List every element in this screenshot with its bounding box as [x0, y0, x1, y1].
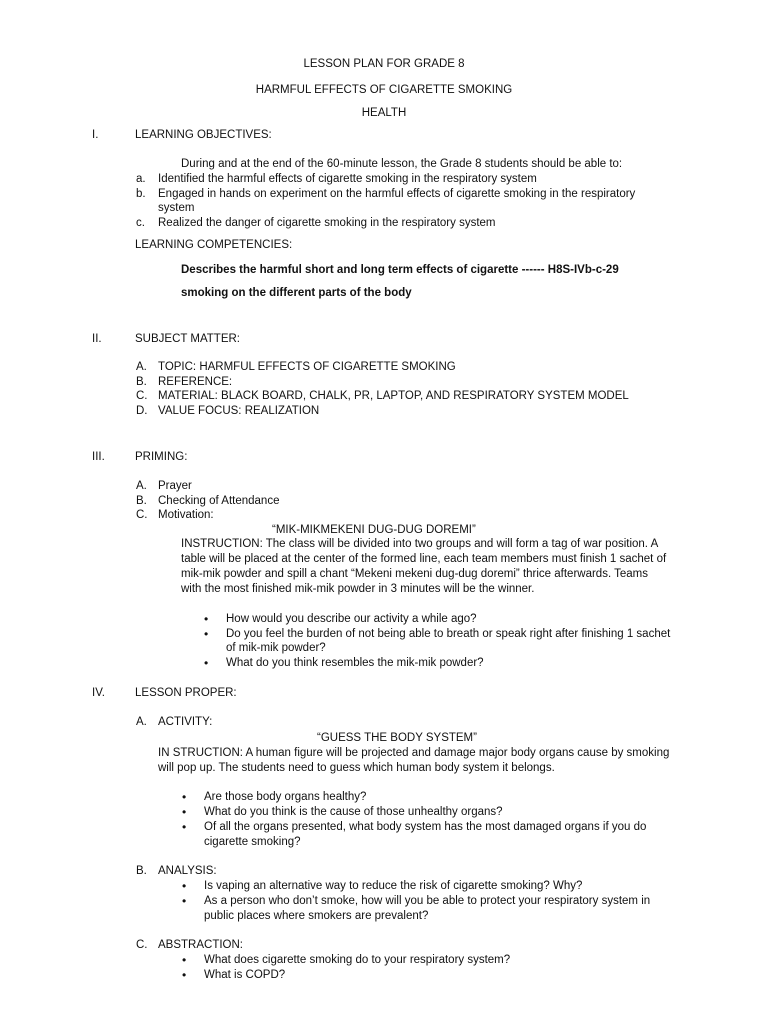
- list-marker: c.: [136, 217, 145, 229]
- subject-item: TOPIC: HARMFUL EFFECTS OF CIGARETTE SMOKING: [158, 361, 456, 373]
- list-marker: B.: [136, 376, 147, 388]
- bullet-icon: •: [204, 656, 209, 670]
- objectives-intro: During and at the end of the 60-minute lesson, the Grade 8 students should be able to:: [181, 158, 623, 170]
- competency-line: Describes the harmful short and long term effects of cigarette ------ H8S-IVb-c-29: [181, 264, 619, 276]
- section-numeral: III.: [92, 451, 105, 463]
- question-item-continued: public places where smokers are prevalent?: [204, 910, 429, 922]
- section-heading: PRIMING:: [135, 451, 188, 463]
- question-item-continued: of mik-mik powder?: [226, 642, 326, 654]
- bullet-icon: •: [182, 953, 187, 967]
- question-item: What do you think is the cause of those unhealthy organs?: [204, 806, 503, 818]
- subject-item: VALUE FOCUS: REALIZATION: [158, 405, 320, 417]
- list-marker: C.: [136, 939, 148, 951]
- list-marker: A.: [136, 480, 147, 492]
- question-item: Is vaping an alternative way to reduce the risk of cigarette smoking? Why?: [204, 880, 583, 892]
- motivation-activity-title: “MIK-MIKMEKENI DUG-DUG DOREMI”: [272, 524, 476, 536]
- bullet-icon: •: [182, 805, 187, 819]
- instruction-line: IN STRUCTION: A human figure will be projected and damage major body organs cause by smoking: [158, 747, 670, 759]
- instruction-line: mik-mik powder and spill a chant “Mekeni mekeni dug-dug doremi” thrice afterwards. Teams: [181, 568, 649, 580]
- section-numeral: II.: [92, 333, 102, 345]
- document-subject: HEALTH: [361, 107, 407, 119]
- priming-item: Checking of Attendance: [158, 495, 280, 507]
- section-heading: LESSON PROPER:: [135, 687, 237, 699]
- question-item-continued: cigarette smoking?: [204, 836, 301, 848]
- question-item: Do you feel the burden of not being able to breath or speak right after finishing 1 sachet: [226, 628, 671, 640]
- document-title: LESSON PLAN FOR GRADE 8: [303, 58, 465, 70]
- competencies-heading: LEARNING COMPETENCIES:: [135, 239, 293, 251]
- priming-item: Prayer: [158, 480, 192, 492]
- bullet-icon: •: [182, 790, 187, 804]
- list-marker: C.: [136, 390, 148, 402]
- question-item: How would you describe our activity a while ago?: [226, 613, 477, 625]
- priming-item: Motivation:: [158, 509, 214, 521]
- list-marker: a.: [136, 173, 146, 185]
- objective-item: Engaged in hands on experiment on the harmful effects of cigarette smoking in the respiratory: [158, 188, 636, 200]
- objective-item: Identified the harmful effects of cigarette smoking in the respiratory system: [158, 173, 537, 185]
- bullet-icon: •: [182, 820, 187, 834]
- subsection-label: ANALYSIS:: [158, 865, 217, 877]
- subsection-label: ABSTRACTION:: [158, 939, 243, 951]
- question-item: What is COPD?: [204, 969, 286, 981]
- objective-item-continued: system: [158, 202, 195, 214]
- bullet-icon: •: [204, 612, 209, 626]
- instruction-line: will pop up. The students need to guess which human body system it belongs.: [158, 762, 555, 774]
- list-marker: b.: [136, 188, 146, 200]
- instruction-line: table will be placed at the center of the formed line, each team members must finish 1 sachet of: [181, 553, 667, 565]
- subject-item: MATERIAL: BLACK BOARD, CHALK, PR, LAPTOP, AND RESPIRATORY SYSTEM MODEL: [158, 390, 629, 402]
- question-item: Of all the organs presented, what body system has the most damaged organs if you do: [204, 821, 647, 833]
- section-heading: LEARNING OBJECTIVES:: [135, 129, 272, 141]
- subsection-label: ACTIVITY:: [158, 716, 213, 728]
- bullet-icon: •: [182, 968, 187, 982]
- instruction-line: with the most finished mik-mik powder in 3 minutes will be the winner.: [181, 583, 535, 595]
- list-marker: C.: [136, 509, 148, 521]
- list-marker: A.: [136, 716, 147, 728]
- question-item: What do you think resembles the mik-mik powder?: [226, 657, 484, 669]
- activity-title: “GUESS THE BODY SYSTEM”: [317, 732, 477, 744]
- document-subtitle: HARMFUL EFFECTS OF CIGARETTE SMOKING: [255, 84, 513, 96]
- bullet-icon: •: [182, 894, 187, 908]
- question-item: What does cigarette smoking do to your respiratory system?: [204, 954, 511, 966]
- competency-line: smoking on the different parts of the body: [181, 287, 412, 299]
- section-numeral: IV.: [92, 687, 106, 699]
- list-marker: D.: [136, 405, 148, 417]
- list-marker: B.: [136, 865, 147, 877]
- objective-item: Realized the danger of cigarette smoking in the respiratory system: [158, 217, 496, 229]
- bullet-icon: •: [182, 879, 187, 893]
- list-marker: B.: [136, 495, 147, 507]
- instruction-line: INSTRUCTION: The class will be divided into two groups and will form a tag of war position. A: [181, 538, 659, 550]
- list-marker: A.: [136, 361, 147, 373]
- section-heading: SUBJECT MATTER:: [135, 333, 240, 345]
- bullet-icon: •: [204, 627, 209, 641]
- question-item: Are those body organs healthy?: [204, 791, 367, 803]
- subject-item: REFERENCE:: [158, 376, 233, 388]
- section-numeral: I.: [92, 129, 99, 141]
- question-item: As a person who don’t smoke, how will you be able to protect your respiratory system in: [204, 895, 651, 907]
